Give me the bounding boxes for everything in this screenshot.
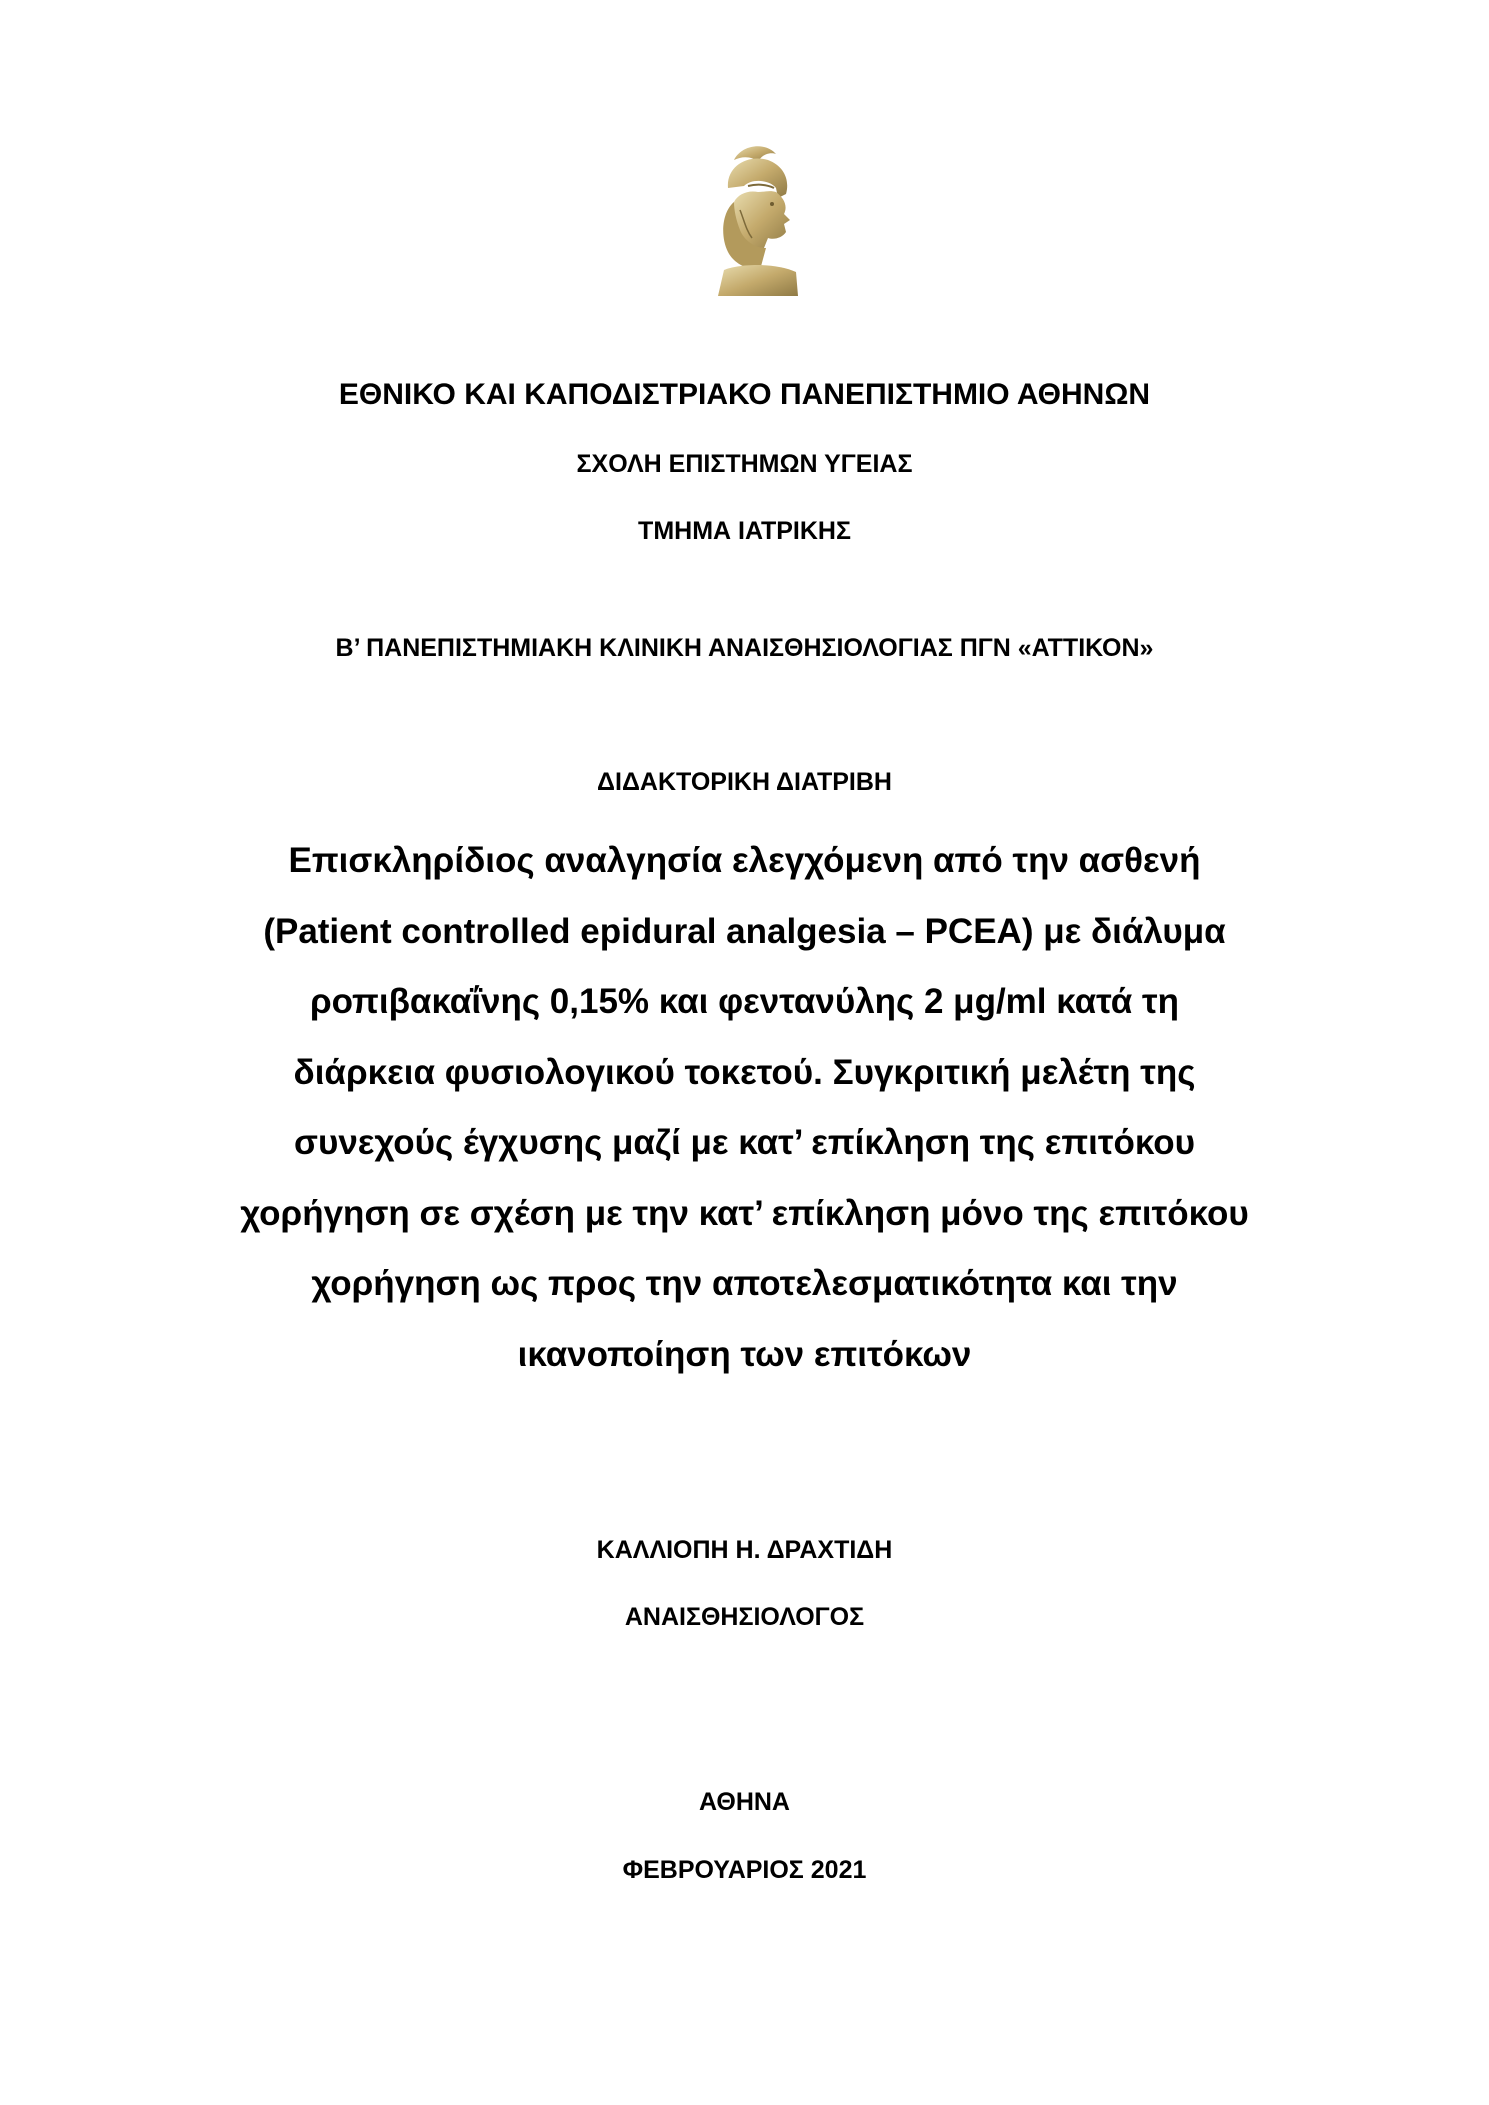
thesis-title-line: ροπιβακαΐνης 0,15% και φεντανύλης 2 μg/ml κατά τη [309, 982, 1180, 1021]
thesis-type: ΔΙΔΑΚΤΟΡΙΚΗ ΔΙΑΤΡΙΒΗ [597, 768, 892, 796]
department-name: ΤΜΗΜΑ ΙΑΤΡΙΚΗΣ [638, 517, 851, 545]
city: ΑΘΗΝΑ [699, 1788, 790, 1816]
thesis-title-line: χορήγηση ως προς την αποτελεσματικότητα και την [311, 1264, 1178, 1303]
author-role: ΑΝΑΙΣΘΗΣΙΟΛΟΓΟΣ [624, 1603, 865, 1631]
date: ΦΕΒΡΟΥΑΡΙΟΣ 2021 [622, 1856, 867, 1884]
thesis-title-line: συνεχούς έγχυσης μαζί με κατ’ επίκληση της επιτόκου [294, 1123, 1195, 1162]
author-name: ΚΑΛΛΙΟΠΗ Η. ΔΡΑΧΤΙΔΗ [596, 1536, 893, 1564]
clinic-name: Β’ ΠΑΝΕΠΙΣΤΗΜΙΑΚΗ ΚΛΙΝΙΚΗ ΑΝΑΙΣΘΗΣΙΟΛΟΓΙΑΣ ΠΓΝ «ΑΤΤΙΚΟΝ» [335, 634, 1154, 662]
thesis-title-line: (Patient controlled epidural analgesia – PCEA) με διάλυμα [263, 911, 1226, 951]
athena-head-icon [704, 140, 814, 300]
thesis-title-line: χορήγηση σε σχέση με την κατ’ επίκληση μόνο της επιτόκου [240, 1193, 1249, 1233]
thesis-title [0, 826, 1489, 1390]
thesis-title-line: ικανοποίηση των επιτόκων [517, 1334, 972, 1374]
thesis-title-line: Επισκληρίδιος αναλγησία ελεγχόμενη από την ασθενή [288, 841, 1201, 880]
school-name: ΣΧΟΛΗ ΕΠΙΣΤΗΜΩΝ ΥΓΕΙΑΣ [576, 450, 913, 478]
thesis-title-line: διάρκεια φυσιολογικού τοκετού. Συγκριτική μελέτη της [293, 1052, 1196, 1092]
university-name: ΕΘΝΙΚΟ ΚΑΙ ΚΑΠΟΔΙΣΤΡΙΑΚΟ ΠΑΝΕΠΙΣΤΗΜΙΟ ΑΘΗΝΩΝ [338, 378, 1151, 411]
